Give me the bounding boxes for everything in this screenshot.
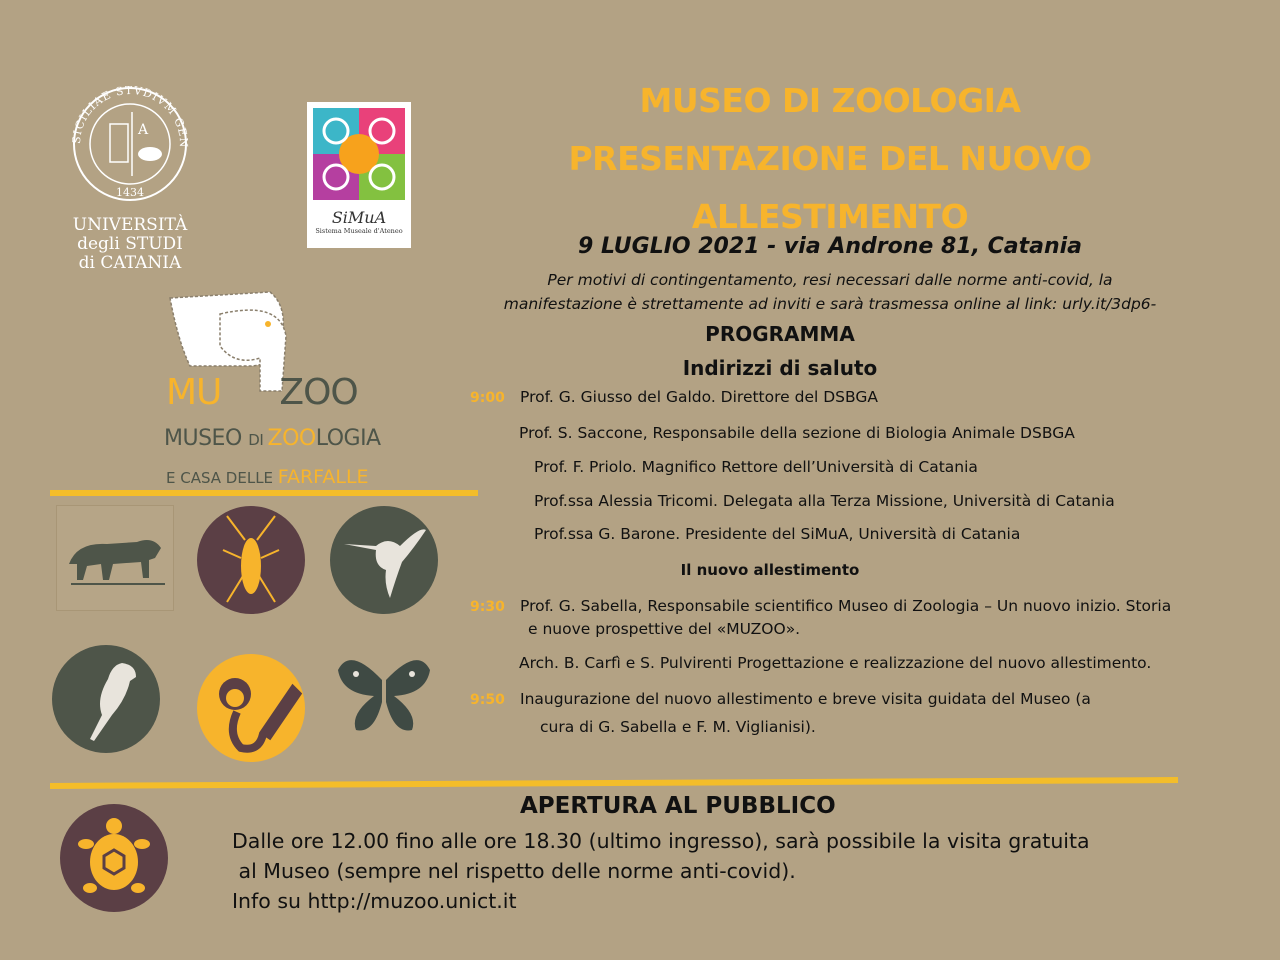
nuovo-allestimento-heading: Il nuovo allestimento [680, 561, 860, 579]
greeting-row-1: 9:00 Prof. G. Giusso del Galdo. Direttore del DSBGA [470, 386, 878, 409]
simua-logo [307, 102, 411, 248]
covid-notice: Per motivi di contingentamento, resi necessari dalle norme anti-covid, la manifestazione è strettamente ad inviti e sarà trasmessa online al link: urly.it/3dp6- [503, 271, 1157, 313]
simua-mosaic-icon [307, 102, 411, 206]
tiger-tile [56, 505, 174, 611]
greeting-row-2: Prof. S. Saccone, Responsabile della sezione di Biologia Animale DSBGA [519, 424, 1075, 442]
talk-row-3: Arch. B. Carfì e S. Pulvirenti Progettazione e realizzazione del nuovo allestimento. [519, 654, 1152, 672]
muzoo-logo [160, 286, 381, 491]
opening-info: Dalle ore 12.00 fino alle ore 18.30 (ultimo ingresso), sarà possibile la visita gratuita al Museo (sempre nel rispetto delle norme anti-covid). Info su http://muzoo.unict.it [232, 826, 1090, 916]
hummingbird-tile [330, 506, 438, 614]
programma-heading: PROGRAMMA [705, 322, 855, 346]
simua-caption: Sistema Museale d'Ateneo [315, 227, 403, 235]
simua-text: SiMuA [331, 208, 387, 227]
apertura-heading: APERTURA AL PUBBLICO [520, 793, 836, 819]
greeting-row-3: Prof. F. Priolo. Magnifico Rettore dell’Università di Catania [534, 458, 978, 476]
muzoo-mu: MU [166, 372, 222, 413]
info-link[interactable]: Info su http://muzoo.unict.it [232, 889, 517, 913]
parrot-tile [52, 645, 160, 753]
talk-row-2: e nuove prospettive del «MUZOO». [528, 620, 801, 638]
talk-row: 9:30 Prof. G. Sabella, Responsabile scientifico Museo di Zoologia – Un nuovo inizio. Storia [470, 595, 1171, 618]
muzoo-zoo: ZOO [279, 372, 358, 413]
time-label: 9:30 [470, 599, 505, 615]
title-line-1: MUSEO DI ZOOLOGIA [639, 81, 1021, 120]
muzoo-subtitle: MUSEO DI ZOOLOGIA [164, 426, 381, 451]
title-line-3: ALLESTIMENTO [691, 197, 969, 236]
indirizzi-heading: Indirizzi di saluto [682, 356, 878, 380]
grasshopper-icon [197, 506, 305, 614]
greeting-row-4: Prof.ssa Alessia Tricomi. Delegata alla Terza Missione, Università di Catania [534, 492, 1115, 510]
turtle-tile [60, 804, 168, 912]
inaug-row: 9:50 Inaugurazione del nuovo allestimento e breve visita guidata del Museo (a [470, 688, 1091, 711]
butterfly-tile [330, 650, 438, 758]
inaug-row-2: cura di G. Sabella e F. M. Viglianisi). [540, 718, 816, 736]
monkey-icon [197, 654, 305, 762]
parrot-icon [52, 645, 160, 753]
grasshopper-tile [197, 506, 305, 614]
title-line-2: PRESENTAZIONE DEL NUOVO [568, 139, 1092, 178]
time-label: 9:00 [470, 390, 505, 406]
seal-text: SICILIAE STVDIVM GEN [69, 84, 191, 149]
svg-text:SICILIAE STVDIVM GENERALE [60, 84, 190, 148]
divider-bottom [50, 777, 1178, 789]
hummingbird-icon [330, 506, 438, 614]
seal-year: 1434 [116, 186, 144, 199]
event-title [500, 72, 1160, 246]
turtle-icon [60, 804, 168, 912]
monkey-tile [197, 654, 305, 762]
greeting-row-5: Prof.ssa G. Barone. Presidente del SiMuA, Università di Catania [534, 525, 1021, 543]
butterfly-icon [330, 650, 438, 740]
university-logo [60, 84, 200, 284]
muzoo-subtitle-2: E CASA DELLE FARFALLE [166, 466, 369, 488]
tiger-icon [57, 506, 173, 610]
divider-top [50, 490, 478, 496]
svg-text:A: A [138, 122, 149, 138]
time-label: 9:50 [470, 692, 505, 708]
event-date-place: 9 LUGLIO 2021 - via Androne 81, Catania [577, 234, 1082, 259]
university-name: UNIVERSITÀ degli STUDI di CATANIA [72, 215, 188, 273]
